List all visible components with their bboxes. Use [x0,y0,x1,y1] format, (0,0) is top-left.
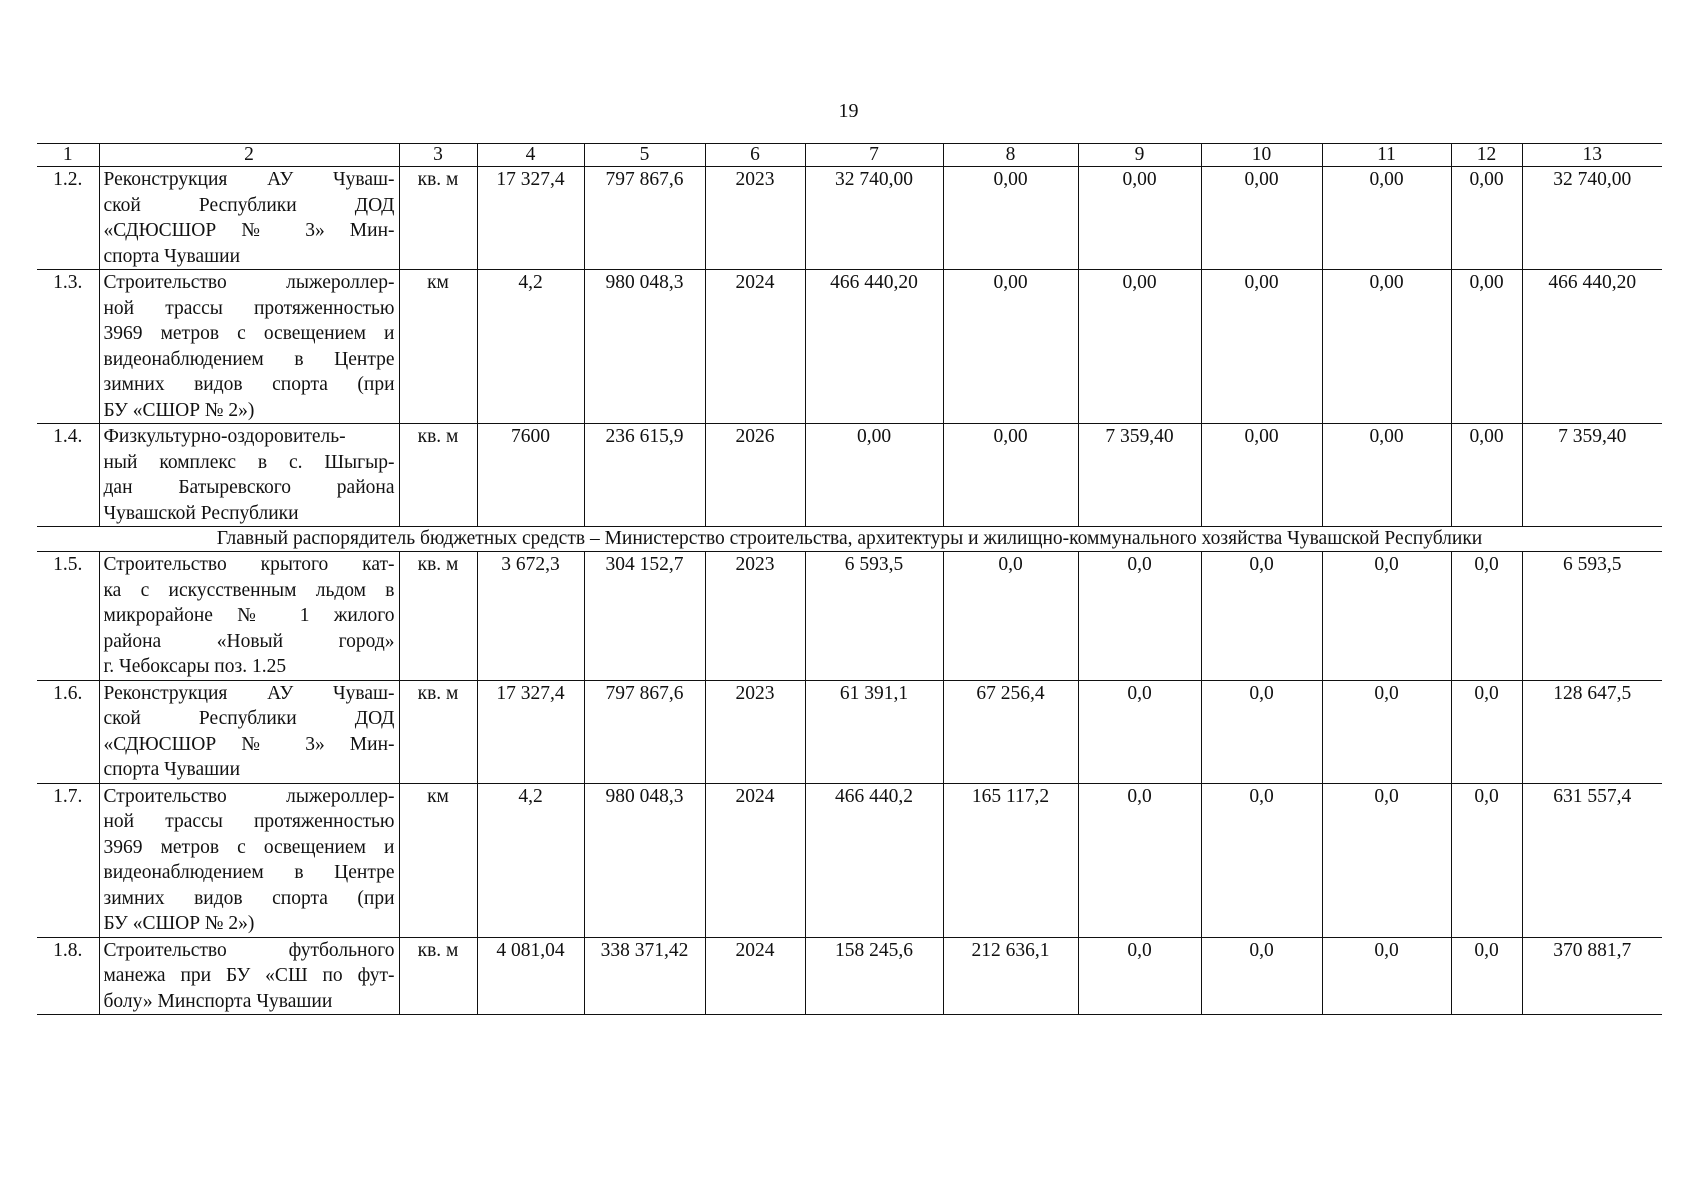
estimated-cost: 797 867,6 [584,680,705,783]
table-row [37,680,1662,783]
amount-c7: 466 440,2 [805,783,943,937]
estimated-cost: 236 615,9 [584,424,705,527]
amount-c13: 128 647,5 [1522,680,1662,783]
amount-c8: 67 256,4 [943,680,1078,783]
amount-c10: 0,0 [1201,937,1322,1015]
object-name-line: 3969 метров с освещением и [103,836,395,858]
object-name-line: дан Батыревского района [103,477,395,498]
item-number: 1.5. [37,552,99,681]
unit: кв. м [399,167,477,270]
column-header: 12 [1451,144,1522,167]
object-name-line: Физкультурно-оздоровитель- [103,426,346,447]
capacity: 7600 [477,424,584,527]
object-name-line: 3969 метров с освещением и [103,323,395,344]
amount-c8: 0,00 [943,424,1078,527]
amount-c9: 0,0 [1078,680,1201,783]
amount-c7: 0,00 [805,424,943,527]
object-name-line: Чувашской Республики [103,502,299,524]
item-number: 1.6. [37,680,99,783]
amount-c10: 0,0 [1201,680,1322,783]
amount-c7: 6 593,5 [805,552,943,681]
unit: кв. м [399,552,477,681]
section-row [37,527,1662,552]
object-name [99,270,399,424]
item-number: 1.3. [37,270,99,424]
amount-c13: 32 740,00 [1522,167,1662,270]
object-name-line: Строительство лыжероллер- [103,785,395,807]
amount-c9: 0,0 [1078,783,1201,937]
amount-c8: 165 117,2 [943,783,1078,937]
capacity: 4,2 [477,270,584,424]
amount-c8: 0,00 [943,167,1078,270]
object-name-line: зимних видов спорта (при [103,887,395,909]
amount-c7: 61 391,1 [805,680,943,783]
object-name-line: ной трассы протяженностью [103,297,395,319]
amount-c12: 0,0 [1451,937,1522,1015]
object-name [99,167,399,270]
object-name [99,783,399,937]
amount-c11: 0,0 [1322,937,1451,1015]
amount-c9: 0,0 [1078,937,1201,1015]
table-row [37,167,1662,270]
estimated-cost: 797 867,6 [584,167,705,270]
amount-c9: 0,00 [1078,270,1201,424]
amount-c13: 631 557,4 [1522,783,1662,937]
column-header: 7 [805,144,943,167]
amount-c10: 0,00 [1201,167,1322,270]
object-name-line: «СДЮСШОР № 3» Мин- [103,220,395,241]
object-name-line: видеонаблюдением в Центре [103,862,395,883]
amount-c12: 0,0 [1451,680,1522,783]
object-name-line: спорта Чувашии [103,759,241,780]
object-name-line: видеонаблюдением в Центре [103,348,395,370]
amount-c11: 0,0 [1322,552,1451,681]
table-row [37,937,1662,1015]
column-header: 2 [99,144,399,167]
amount-c12: 0,00 [1451,167,1522,270]
column-header: 11 [1322,144,1451,167]
amount-c7: 158 245,6 [805,937,943,1015]
amount-c12: 0,00 [1451,424,1522,527]
estimated-cost: 980 048,3 [584,270,705,424]
column-header: 1 [37,144,99,167]
object-name-line: ной трассы протяженностью [103,811,395,832]
amount-c11: 0,0 [1322,783,1451,937]
unit: км [399,783,477,937]
capacity: 4 081,04 [477,937,584,1015]
item-number: 1.4. [37,424,99,527]
year: 2024 [705,783,805,937]
object-name-line: БУ «СШОР № 2») [103,399,255,421]
unit: кв. м [399,680,477,783]
amount-c9: 0,0 [1078,552,1201,681]
amount-c8: 0,0 [943,552,1078,681]
amount-c7: 32 740,00 [805,167,943,270]
object-name-line: Строительство лыжероллер- [103,272,395,293]
table-row [37,783,1662,937]
capacity: 17 327,4 [477,167,584,270]
table-row [37,270,1662,424]
amount-c13: 370 881,7 [1522,937,1662,1015]
amount-c11: 0,0 [1322,680,1451,783]
item-number: 1.2. [37,167,99,270]
object-name-line: ка с искусственным льдом в [103,579,395,601]
object-name-line: зимних видов спорта (при [103,374,395,395]
column-header: 5 [584,144,705,167]
amount-c10: 0,0 [1201,552,1322,681]
section-title: Главный распорядитель бюджетных средств – Министерство строительства, архитектуры и жилищно-коммунального хозяйства Чувашской Республики [37,527,1662,552]
column-number-row [37,144,1662,167]
amount-c13: 7 359,40 [1522,424,1662,527]
object-name-line: БУ «СШОР № 2») [103,913,255,934]
object-name-line: микрорайоне № 1 жилого [103,605,395,626]
capacity: 4,2 [477,783,584,937]
amount-c12: 0,0 [1451,783,1522,937]
budget-table [37,143,1662,1015]
estimated-cost: 980 048,3 [584,783,705,937]
amount-c9: 7 359,40 [1078,424,1201,527]
year: 2024 [705,270,805,424]
amount-c12: 0,00 [1451,270,1522,424]
capacity: 17 327,4 [477,680,584,783]
object-name [99,424,399,527]
amount-c13: 6 593,5 [1522,552,1662,681]
unit: кв. м [399,937,477,1015]
object-name-line: «СДЮСШОР № 3» Мин- [103,733,395,755]
amount-c13: 466 440,20 [1522,270,1662,424]
year: 2023 [705,552,805,681]
amount-c11: 0,00 [1322,270,1451,424]
amount-c7: 466 440,20 [805,270,943,424]
amount-c10: 0,00 [1201,424,1322,527]
object-name-line: ный комплекс в с. Шыгыр- [103,451,395,473]
amount-c11: 0,00 [1322,167,1451,270]
object-name [99,680,399,783]
object-name-line: болу» Минспорта Чувашии [103,990,333,1012]
table-row [37,552,1662,681]
amount-c10: 0,00 [1201,270,1322,424]
column-header: 4 [477,144,584,167]
amount-c10: 0,0 [1201,783,1322,937]
object-name [99,937,399,1015]
object-name-line: Строительство крытого кат- [103,554,395,575]
object-name-line: района «Новый город» [103,630,395,652]
object-name-line: ской Республики ДОД [103,194,395,216]
unit: кв. м [399,424,477,527]
object-name-line: манежа при БУ «СШ по фут- [103,965,395,986]
object-name-line: Строительство футбольного [103,939,395,961]
column-header: 8 [943,144,1078,167]
item-number: 1.7. [37,783,99,937]
estimated-cost: 338 371,42 [584,937,705,1015]
amount-c9: 0,00 [1078,167,1201,270]
object-name-line: Реконструкция АУ Чуваш- [103,169,395,190]
object-name-line: г. Чебоксары поз. 1.25 [103,656,287,677]
object-name-line: спорта Чувашии [103,245,241,267]
capacity: 3 672,3 [477,552,584,681]
column-header: 3 [399,144,477,167]
amount-c11: 0,00 [1322,424,1451,527]
year: 2023 [705,167,805,270]
column-header: 6 [705,144,805,167]
unit: км [399,270,477,424]
object-name-line: Реконструкция АУ Чуваш- [103,682,395,704]
estimated-cost: 304 152,7 [584,552,705,681]
object-name-line: ской Республики ДОД [103,708,395,729]
column-header: 13 [1522,144,1662,167]
page-number: 19 [838,100,859,122]
object-name [99,552,399,681]
column-header: 10 [1201,144,1322,167]
table-row [37,424,1662,527]
amount-c12: 0,0 [1451,552,1522,681]
year: 2023 [705,680,805,783]
item-number: 1.8. [37,937,99,1015]
year: 2024 [705,937,805,1015]
amount-c8: 212 636,1 [943,937,1078,1015]
amount-c8: 0,00 [943,270,1078,424]
column-header: 9 [1078,144,1201,167]
year: 2026 [705,424,805,527]
